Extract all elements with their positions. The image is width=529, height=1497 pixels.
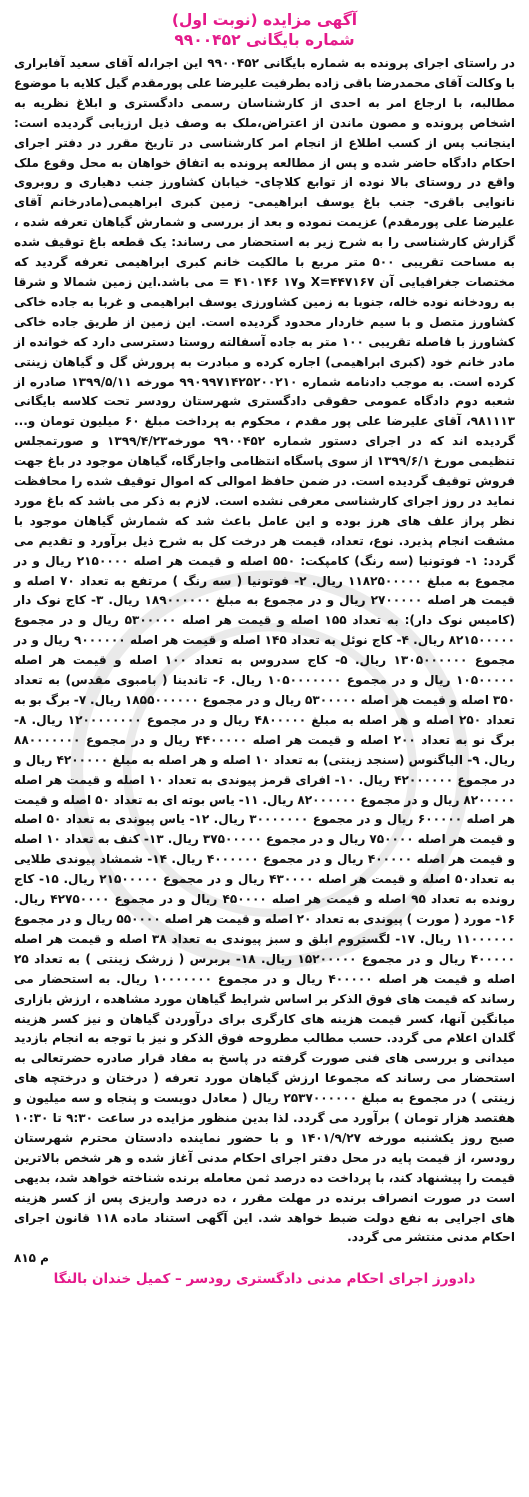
archive-number: شماره بایگانی ۹۹۰۰۴۵۲ (174, 31, 355, 49)
notice-body (14, 54, 515, 1248)
notice-title: آگهی مزایده (نوبت اول) (171, 11, 358, 29)
signature-line: دادورز اجرای احکام مدنی دادگستری رودسر – کمیل خندان بالنگا (53, 1271, 476, 1288)
body-paragraph: در راستای اجرای پرونده به شماره بایگانی ۹۹۰۰۴۵۲ این اجرا،له آقای سعید آفابراری با وکالت آقای محمدرضا باقی زاده بطرفیت علیرضا علی پورمقدم گیل کلایه با موضوع مطالبه، با ارجاع امر به احدی از کارشناسان رسمی دادگستری و ابلاغ نظریه به اشخاص پرونده و مصون ماندن از اعتراض،ملک به وصف ذیل ارزیابی گردیده است: اینجانب پس از کسب اطلاع از انجام امر کارشناسی در تاریخ مقرر در دفتر اجرای احکام دادگاه حاضر شده و پس از مطالعه پرونده به اتفاق خواهان به محل وقوع ملک واقع در روستای بالا نوده از توابع کلاچای- خیابان کشاورز جنب دهیاری و روبروی نانوایی باقری- جنب باغ یوسف ابراهیمی- زمین کبری ابراهیمی(مادرخانم آقای علیرضا علی پورمقدم) عزیمت نموده و بعد از بررسی و شمارش گیاهان تعرفه شده ، گزارش کارشناسی را به شرح زیر به استحضار می رساند: یک قطعه باغ توقیف شده به مساحت تقریبی ۵۰۰ متر مربع با مالکیت خانم کبری ابراهیمی تعرفه گردید که مختصات جغرافیایی آن X=۴۴۷۱۶۷ و۱۷ ۴۱۰۱۴۶ = می باشد.این زمین شمالا و شرقا به رودخانه نوده خاله، جنوبا به زمین کشاورزی یوسف ابراهیمی و غربا به جاده خاکی کشاورز متصل و با سیم خاردار محدود گردیده است. این زمین از طریق جاده خاکی کشاورز با فاصله تقریبی ۱۰۰ متر به جاده آسفالته روستا دسترسی دارد که خوانده از مادر خانم خود (کبری ابراهیمی) اجاره کرده و مبادرت به پرورش گل و گیاهان زینتی کرده است. به موجب دادنامه شماره ۹۹۰۹۹۷۱۴۲۵۲۰۰۲۱۰ مورخه ۱۳۹۹/۵/۱۱ صادره از شعبه دوم دادگاه عمومی حقوقی دادگستری شهرستان رودسر تحت کلاسه بایگانی ۹۸۱۱۱۳، آقای علیرضا علی پور مقدم ، محکوم به پرداخت مبلغ ۶۰ میلیون تومان و... گردیده اند که در اجرای دستور شماره ۹۹۰۰۴۵۲ مورخه۱۳۹۹/۴/۲۳ و صورتمجلس تنظیمی مورخ ۱۳۹۹/۶/۱ از سوی پاسگاه انتظامی واجارگاه، گیاهان موجود در باغ جهت فروش توقیف گردیده است. در ضمن حافظ اموالی که اموال توقیف شده را محافظت نماید در روز اجرای کارشناسی معرفی نشده است. لازم به ذکر می باشد که باغ مورد نظر پراز علف های هرز بوده و این عامل باعث شد که شمارش گیاهان موجود با مشقت انجام پذیرد. نوع، تعداد، قیمت هر درخت کل به شرح ذیل برآورد و تقدیم می گردد: ۱- فوتونیا (سه رنگ) کامپکت: ۵۵۰ اصله و قیمت هر اصله ۲۱۵۰۰۰۰ ریال و در مجموع به مبلغ ۱۱۸۲۵۰۰۰۰۰ ریال. ۲- فوتونیا ( سه رنگ ) مرتفع به تعداد ۷۰ اصله و قیمت هر اصله ۲۷۰۰۰۰۰ ریال و در مجموع به مبلغ ۱۸۹۰۰۰۰۰۰ ریال. ۳- کاج نوک دار (کامیس نوک دار): به تعداد ۱۵۵ اصله و قیمت هر اصله ۵۳۰۰۰۰۰ ریال و در مجموع ۸۲۱۵۰۰۰۰۰ ریال. ۴- کاج نوئل به تعداد ۱۴۵ اصله و قیمت هر اصله ۹۰۰۰۰۰۰ ریال و در مجموع ۱۳۰۵۰۰۰۰۰۰ ریال. ۵- کاج سدروس به تعداد ۱۰۰ اصله و قیمت هر اصله ۱۰۵۰۰۰۰۰ ریال و در مجموع ۱۰۵۰۰۰۰۰۰۰ ریال. ۶- تاندینا ( بامبوی مقدس) به تعداد ۳۵۰ اصله و قیمت هر اصله ۵۳۰۰۰۰۰ ریال و در مجموع ۱۸۵۵۰۰۰۰۰۰ ریال. ۷- برگ بو به تعداد ۲۵۰ اصله و هر اصله به مبلغ ۴۸۰۰۰۰۰ ریال و در مجموع ۱۲۰۰۰۰۰۰۰۰ ریال. ۸- برگ نو به تعداد ۲۰۰ اصله و قیمت هر اصله ۴۴۰۰۰۰۰ ریال و در مجموع ۸۸۰۰۰۰۰۰۰ ریال. ۹- الیاگنوس (سنجد زینتی) به تعداد ۱۰ اصله و هر اصله به مبلغ ۴۲۰۰۰۰۰ ریال و در مجموع ۴۲۰۰۰۰۰۰ ریال. ۱۰- افرای قرمز پیوندی به تعداد ۱۰ اصله و قیمت هر اصله ۸۲۰۰۰۰۰ ریال و در مجموع ۸۲۰۰۰۰۰۰ ریال. ۱۱- یاس بوته ای به تعداد ۵۰ اصله و قیمت هر اصله ۶۰۰۰۰۰ ریال و در مجموع ۳۰۰۰۰۰۰۰ ریال. ۱۲- یاس پیوندی به تعداد ۵۰ اصله و قیمت هر اصله ۷۵۰۰۰۰ ریال و در مجموع ۳۷۵۰۰۰۰۰ ریال. ۱۳- کنف به تعداد ۱۰ اصله و قیمت هر اصله ۴۰۰۰۰۰ ریال و در مجموع ۴۰۰۰۰۰۰ ریال. ۱۴- شمشاد پیوندی طلایی به تعداد۵۰ اصله و قیمت هر اصله ۴۳۰۰۰۰ ریال و در مجموع ۲۱۵۰۰۰۰۰ ریال. ۱۵- کاج رونده به تعداد ۹۵ اصله و قیمت هر اصله ۴۵۰۰۰۰ ریال و در مجموع ۴۲۷۵۰۰۰۰ ریال. ۱۶- مورد ( مورت ) پیوندی به تعداد ۲۰ اصله و قیمت هر اصله ۵۵۰۰۰۰ ریال و در مجموع ۱۱۰۰۰۰۰۰ ریال. ۱۷- لگستروم ابلق و سبز پیوندی به تعداد ۳۸ اصله و قیمت هر اصله ۴۰۰۰۰۰ ریال و در مجموع ۱۵۲۰۰۰۰۰ ریال. ۱۸- بربرس ( زرشک زینتی ) به تعداد ۲۵ اصله و قیمت هر اصله ۴۰۰۰۰۰ ریال و در مجموع ۱۰۰۰۰۰۰۰ ریال. به استحضار می رساند که قیمت های فوق الذکر بر اساس شرایط گیاهان مورد مشاهده ، ارزش بازاری میانگین آنها، کسر قیمت هزینه های کارگری برای درآوردن گیاهان و نیز کسر هزینه گلدان اعلام می گردد. حسب مطالب مطروحه فوق الذکر و نیز با توجه به انجام بازدید میدانی و بررسی های فنی صورت گرفته در پاسخ به مفاد قرار صادره حضرتعالی به استحضار می رساند که مجموعا ارزش گیاهان مورد تعرفه ( درختان و درختچه های زینتی ) در مجموع به مبلغ ۲۵۳۷۰۰۰۰۰۰ ریال ( معادل دویست و پنجاه و سه میلیون و هفتصد هزار تومان ) برآورد می گردد. لذا بدین منظور مزایده در ساعت ۹:۳۰ تا ۱۰:۳۰ صبح روز یکشنبه مورخه ۱۴۰۱/۹/۲۷ و با حضور نماینده دادستان محترم شهرستان رودسر، از قیمت پایه در محل دفتر اجرای احکام مدنی آغاز شده و هر شخص بالاترین قیمت را پیشنهاد کند، با پرداخت ده درصد ثمن معامله برنده شناخته خواهد شد، بدیهی است در صورت انصراف برنده در مهلت مقرر ، ده درصد واریزی پس از کسر هزینه های اجرایی به نفع دولت ضبط خواهد شد. این آگهی استناد ماده ۱۱۸ قانون اجرای احکام مدنی منتشر می گردد. (14, 56, 516, 1245)
ad-code: م ۸۱۵ (14, 1251, 49, 1266)
